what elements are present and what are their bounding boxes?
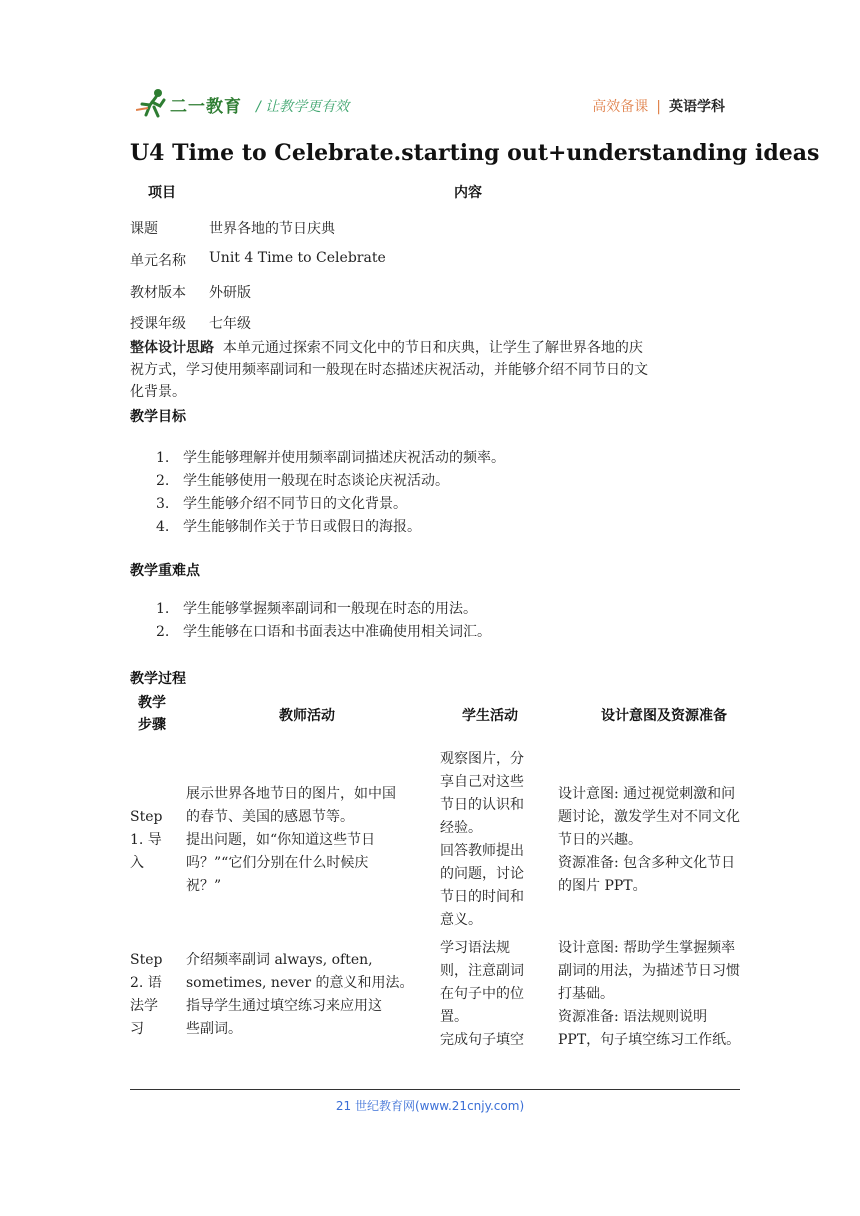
cell-line: 题讨论，激发学生对不同文化: [558, 809, 740, 825]
section-title-key-points: 教学重难点: [130, 563, 200, 579]
cell-line: 指导学生通过填空练习来应用这: [186, 998, 382, 1014]
footer-link[interactable]: 21 世纪教育网(www.21cnjy.com): [335, 1099, 525, 1113]
page-title: U4 Time to Celebrate.starting out+understanding ideas: [130, 140, 820, 166]
cell-line: 置。: [440, 1009, 468, 1025]
th-design: 设计意图及资源准备: [601, 708, 727, 724]
th-step-line: 步骤: [138, 717, 166, 733]
cell-line: 介绍频率副词 always, often,: [186, 952, 373, 968]
cell-line: 资源准备: 包含多种文化节日: [558, 855, 736, 871]
cell-line: sometimes, never 的意义和用法。: [186, 975, 414, 991]
logo-text: 二一教育: [170, 97, 242, 117]
key-points-list: [156, 598, 491, 644]
col-header-item: 项目: [148, 185, 176, 201]
cell-line: 在句子中的位: [440, 986, 524, 1002]
list-text: 学生能够使用一般现在时态谈论庆祝活动。: [183, 473, 449, 489]
cell-line: 些副词。: [186, 1021, 242, 1037]
row-value: 七年级: [209, 316, 251, 332]
section-title-objectives: 教学目标: [130, 409, 186, 425]
list-item: [156, 470, 505, 493]
design-line: 本单元通过探索不同文化中的节日和庆典，让学生了解世界各地的庆: [222, 340, 643, 356]
row-value: Unit 4 Time to Celebrate: [209, 250, 386, 266]
th-student: 学生活动: [462, 708, 518, 724]
list-item: [156, 493, 505, 516]
cell-line: 学习语法规: [440, 940, 510, 956]
cell-line: 打基础。: [558, 986, 614, 1002]
cell-line: 设计意图: 帮助学生掌握频率: [558, 940, 736, 956]
list-num: 1.: [156, 601, 170, 617]
list-num: 2.: [156, 473, 170, 489]
design-label: 整体设计思路: [130, 340, 214, 356]
cell-line: 吗？”“它们分别在什么时候庆: [186, 855, 369, 871]
cell-line: Step: [130, 952, 163, 968]
list-text: 学生能够制作关于节日或假日的海报。: [183, 519, 421, 535]
step-cell: [130, 806, 178, 875]
cell-line: 资源准备: 语法规则说明: [558, 1009, 708, 1025]
cell-line: 意义。: [440, 912, 482, 928]
objectives-list: [156, 447, 505, 539]
row-value: 世界各地的节日庆典: [209, 221, 335, 237]
cell-line: 节日的认识和: [440, 797, 524, 813]
cell-line: 设计意图: 通过视觉刺激和问: [558, 786, 736, 802]
th-step: [130, 692, 174, 736]
cell-line: 回答教师提出: [440, 843, 524, 859]
row-label: 单元名称: [130, 253, 186, 269]
teacher-cell: [186, 949, 436, 1041]
list-text: 学生能够介绍不同节日的文化背景。: [183, 496, 407, 512]
design-paragraph: [130, 337, 730, 403]
header-tag-subject: 英语学科: [669, 99, 725, 115]
cell-line: 习: [130, 1021, 144, 1037]
th-step-line: 教学: [138, 695, 166, 711]
cell-line: 观察图片，分: [440, 751, 524, 767]
cell-line: 的问题，讨论: [440, 866, 524, 882]
list-num: 2.: [156, 624, 170, 640]
cell-line: 的图片 PPT。: [558, 878, 647, 894]
cell-line: 法学: [130, 998, 158, 1014]
cell-line: 则，注意副词: [440, 963, 524, 979]
list-item: [156, 447, 505, 470]
student-cell: [440, 937, 550, 1052]
cell-line: 展示世界各地节日的图片，如中国: [186, 786, 396, 802]
list-item: [156, 516, 505, 539]
step-cell: [130, 949, 178, 1041]
header-right: [592, 96, 725, 116]
cell-line: 完成句子填空: [440, 1032, 524, 1048]
row-label: 课题: [130, 221, 158, 237]
design-line: 化背景。: [130, 384, 186, 400]
cell-line: 2. 语: [130, 975, 162, 991]
design-cell: [558, 937, 773, 1052]
teacher-cell: [186, 783, 436, 898]
header-tag-prep: 高效备课: [592, 99, 649, 115]
cell-line: PPT，句子填空练习工作纸。: [558, 1032, 741, 1048]
cell-line: 享自己对这些: [440, 774, 524, 790]
footer-divider: [130, 1089, 740, 1090]
list-num: 4.: [156, 519, 170, 535]
col-header-content: 内容: [454, 185, 482, 201]
cell-line: 1. 导: [130, 832, 162, 848]
section-title-process: 教学过程: [130, 671, 186, 687]
cell-line: 提出问题，如“你知道这些节日: [186, 832, 376, 848]
th-teacher: 教师活动: [279, 708, 335, 724]
student-cell: [440, 748, 550, 932]
list-num: 1.: [156, 450, 170, 466]
cell-line: 祝？”: [186, 878, 222, 894]
list-item: [156, 621, 491, 644]
cell-line: 节日的兴趣。: [558, 832, 642, 848]
row-label: 授课年级: [130, 316, 186, 332]
runner-logo-icon: [136, 88, 172, 118]
row-value: 外研版: [209, 285, 251, 301]
cell-line: Step: [130, 809, 163, 825]
slogan: / 让教学更有效: [256, 99, 350, 115]
cell-line: 节日的时间和: [440, 889, 524, 905]
row-label: 教材版本: [130, 285, 186, 301]
cell-line: 经验。: [440, 820, 482, 836]
design-cell: [558, 783, 773, 898]
list-text: 学生能够掌握频率副词和一般现在时态的用法。: [183, 601, 477, 617]
list-item: [156, 598, 491, 621]
list-num: 3.: [156, 496, 170, 512]
cell-line: 副词的用法，为描述节日习惯: [558, 963, 740, 979]
cell-line: 入: [130, 855, 144, 871]
cell-line: 的春节、美国的感恩节等。: [186, 809, 354, 825]
header-separator: |: [656, 99, 661, 115]
list-text: 学生能够理解并使用频率副词描述庆祝活动的频率。: [183, 450, 505, 466]
list-text: 学生能够在口语和书面表达中准确使用相关词汇。: [183, 624, 491, 640]
design-line: 祝方式，学习使用频率副词和一般现在时态描述庆祝活动，并能够介绍不同节日的文: [130, 362, 648, 378]
